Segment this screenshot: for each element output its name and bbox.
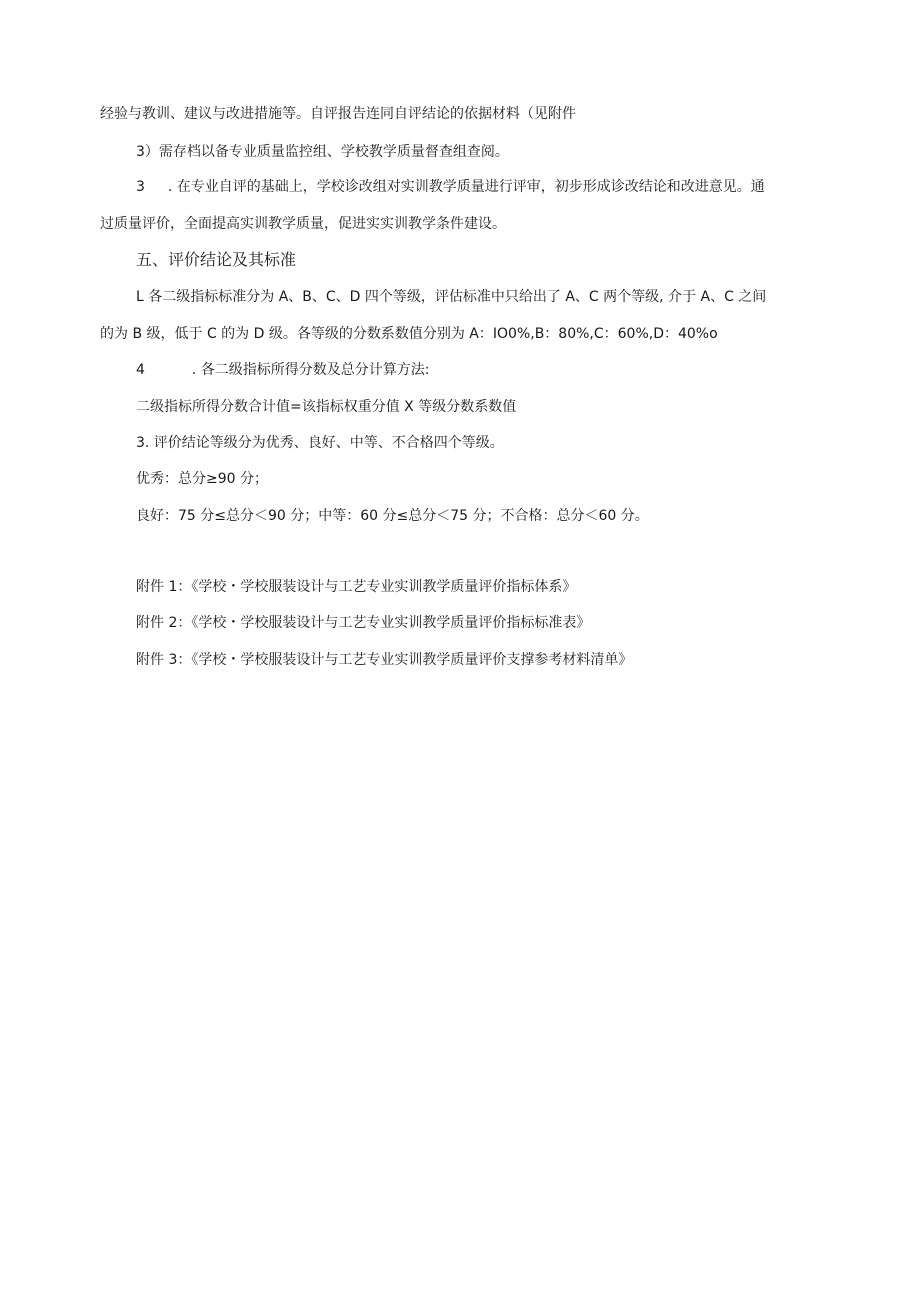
paragraph-line: 经验与教训、建议与改进措施等。自评报告连同自评结论的依据材料（见附件	[100, 106, 576, 122]
paragraph-line	[136, 177, 765, 197]
paragraph-text: . 在专业自评的基础上，学校诊改组对实训教学质量进行评审，初步形成诊改结论和改进意见。通	[167, 179, 765, 195]
paragraph-line: 优秀：总分≥90 分；	[136, 471, 268, 487]
list-number: 3	[136, 179, 145, 195]
paragraph-line: 3. 评价结论等级分为优秀、良好、中等、不合格四个等级。	[136, 435, 504, 451]
paragraph-line	[136, 360, 429, 380]
paragraph-line: L 各二级指标标准分为 A、B、C、D 四个等级，评估标准中只给出了 A、C 两个等级, 介于 A、C 之间	[136, 289, 767, 305]
paragraph-line: 的为 B 级，低于 C 的为 D 级。各等级的分数系数值分别为 A：IO0%,B：80%,C：60%,D：40%o	[100, 326, 718, 342]
attachment-line: 附件 1：《学校・学校服装设计与工艺专业实训教学质量评价指标体系》	[136, 579, 577, 595]
attachment-line: 附件 2：《学校・学校服装设计与工艺专业实训教学质量评价指标标准表》	[136, 615, 591, 631]
section-heading: 五、评价结论及其标准	[136, 250, 297, 269]
list-number: 4	[136, 362, 145, 378]
paragraph-text: . 各二级指标所得分数及总分计算方法:	[191, 362, 430, 378]
paragraph-line: 二级指标所得分数合计值=该指标权重分值 X 等级分数系数值	[136, 399, 517, 415]
paragraph-line: 过质量评价，全面提高实训教学质量，促进实实训教学条件建设。	[100, 216, 506, 232]
paragraph-line: 良好：75 分≤总分＜90 分；中等：60 分≤总分＜75 分；不合格：总分＜60 分。	[136, 508, 649, 524]
paragraph-line: 3）需存档以备专业质量监控组、学校教学质量督查组查阅。	[136, 144, 509, 160]
attachment-line: 附件 3：《学校・学校服装设计与工艺专业实训教学质量评价支撑参考材料清单》	[136, 652, 633, 668]
